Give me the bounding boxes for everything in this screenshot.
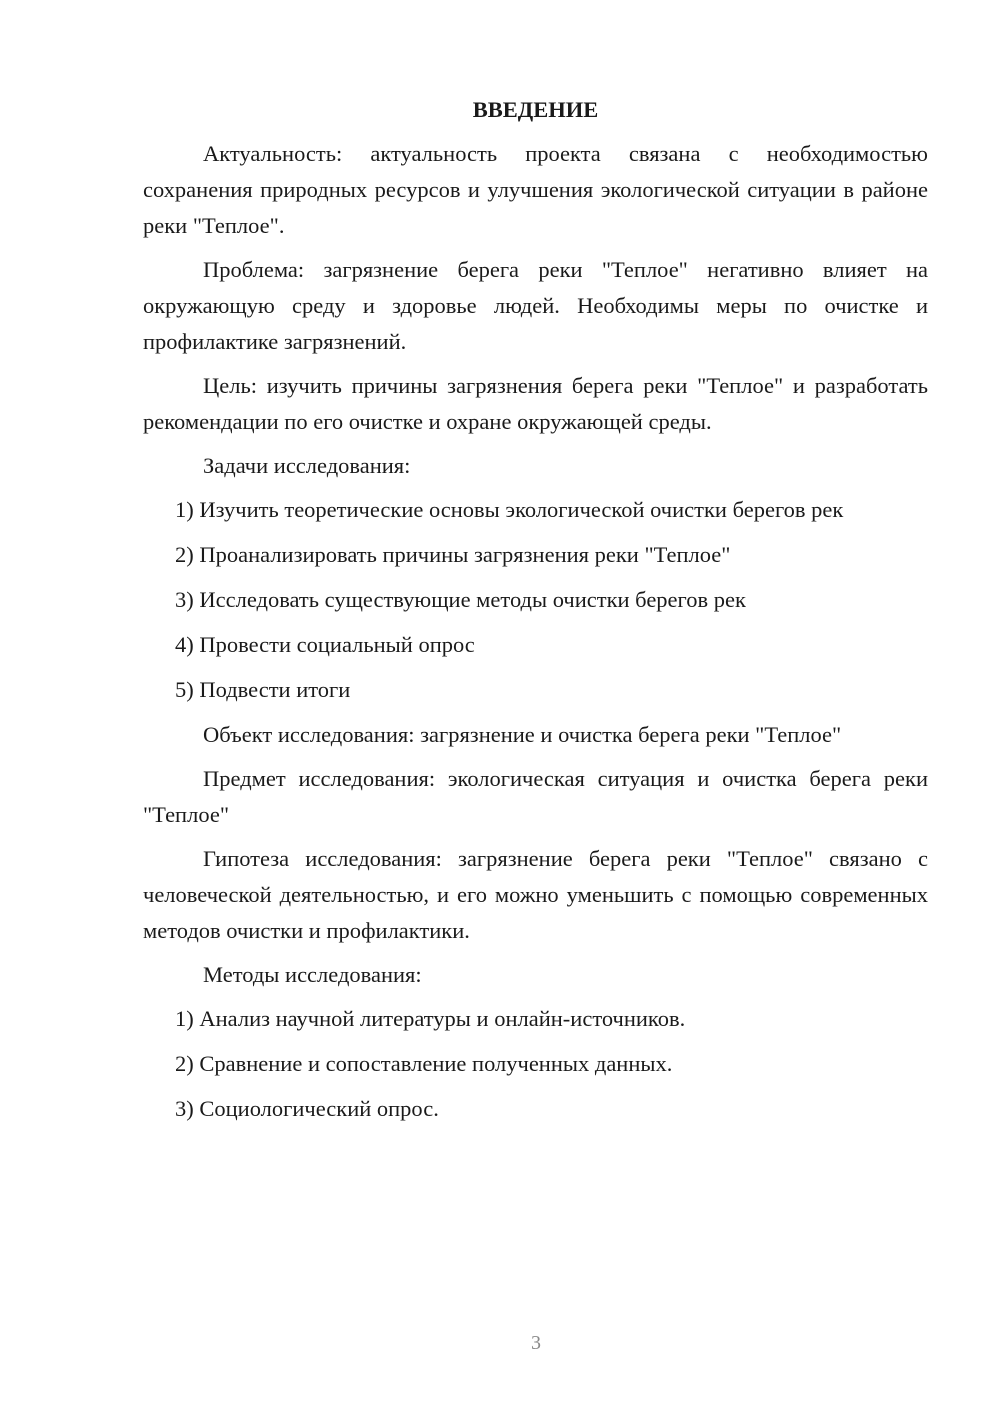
methods-list <box>143 1001 928 1127</box>
document-page <box>143 92 928 1136</box>
list-item: 3) Исследовать существующие методы очистки берегов рек <box>175 587 746 612</box>
tasks-heading: Задачи исследования: <box>203 453 411 478</box>
list-item: 2) Проанализировать причины загрязнения реки "Теплое" <box>175 542 731 567</box>
tasks-list <box>143 492 928 708</box>
list-item: 5) Подвести итоги <box>175 677 351 702</box>
list-item: 1) Изучить теоретические основы экологической очистки берегов рек <box>175 497 844 522</box>
paragraph-subject: Предмет исследования: экологическая ситуация и очистка берега реки "Теплое" <box>143 766 928 827</box>
paragraph-goal: Цель: изучить причины загрязнения берега реки "Теплое" и разработать рекомендации по его очистке и охране окружающей среды. <box>143 373 928 434</box>
list-item: 2) Сравнение и сопоставление полученных данных. <box>175 1051 673 1076</box>
list-item: 4) Провести социальный опрос <box>175 632 475 657</box>
paragraph-relevance: Актуальность: актуальность проекта связана с необходимостью сохранения природных ресурсов и улучшения экологической ситуации в районе реки "Теплое". <box>143 141 928 238</box>
paragraph-object: Объект исследования: загрязнение и очистка берега реки "Теплое" <box>203 722 842 747</box>
methods-heading: Методы исследования: <box>203 962 422 987</box>
paragraph-problem: Проблема: загрязнение берега реки "Теплое" негативно влияет на окружающую среду и здоровье людей. Необходимы меры по очистке и профилактике загрязнений. <box>143 257 928 354</box>
page-title: ВВЕДЕНИЕ <box>472 97 599 122</box>
list-item: 3) Социологический опрос. <box>175 1096 439 1121</box>
paragraph-hypothesis: Гипотеза исследования: загрязнение берега реки "Теплое" связано с человеческой деятельностью, и его можно уменьшить с помощью современных методов очистки и профилактики. <box>143 846 928 943</box>
page-number: 3 <box>531 1332 541 1354</box>
list-item: 1) Анализ научной литературы и онлайн-источников. <box>175 1006 686 1031</box>
